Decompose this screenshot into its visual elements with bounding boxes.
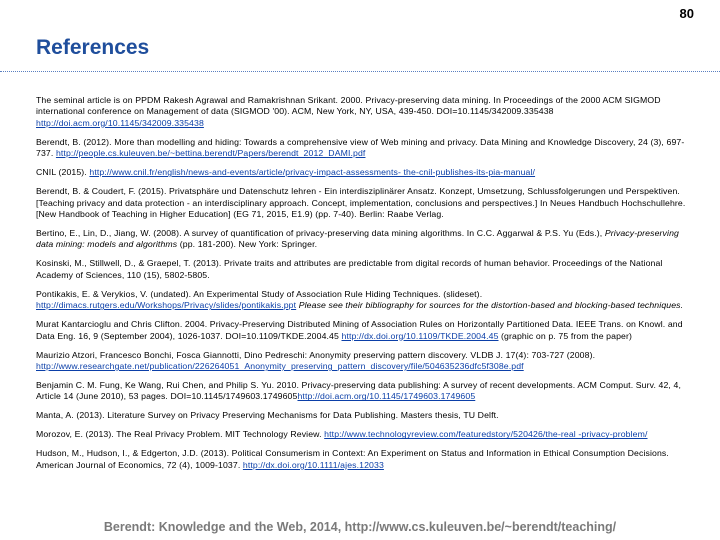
page-title: References [36, 36, 150, 59]
reference-item [36, 448, 696, 471]
reference-link[interactable]: http://dx.doi.org/10.1109/TKDE.2004.45 [341, 330, 499, 341]
reference-item [36, 228, 696, 251]
reference-text-after: (graphic on p. 75 from the paper) [498, 330, 633, 341]
reference-list [36, 95, 696, 479]
slide-footer: Berendt: Knowledge and the Web, 2014, http://www.cs.kuleuven.be/~berendt/teaching/ [103, 520, 617, 534]
reference-italic-text: Privacy-preserving data mining: models and algorithms [36, 228, 679, 250]
reference-text: The seminal article is on PPDM Rakesh Agrawal and Ramakrishnan Srikant. 2000. Privacy-preserving data mining. In Proceedings of the 2000 ACM SIGMOD international conference on Management of data (SIGMOD '00). ACM, New York, NY, USA, 439-450. DOI=10.1145/342009.335438 [36, 95, 661, 117]
reference-text: Bertino, E., Lin, D., Jiang, W. (2008). A survey of quantification of privacy-preserving data mining algorithms. In C.C. Aggarwal & P.S. Yu (Eds.), [36, 228, 605, 239]
reference-text: Pontikakis, E. & Verykios, V. (undated). An Experimental Study of Association Rule Hiding Techniques. (slideset). [36, 288, 483, 299]
reference-text: CNIL (2015). [36, 167, 90, 178]
reference-text: Kosinski, M., Stillwell, D., & Graepel, T. (2013). Private traits and attributes are predictable from digital records of human behavior. Proceedings of the National Academy of Sciences, 110 (15), 5802-5805. [36, 258, 663, 280]
page-number: 80 [679, 6, 694, 21]
reference-item [36, 289, 696, 312]
reference-item [36, 429, 696, 440]
reference-text: Benjamin C. M. Fung, Ke Wang, Rui Chen, and Philip S. Yu. 2010. Privacy-preserving data publishing: A survey of recent developments. ACM Comput. Surv. 42, 4, Article 14 (June 2010), 53 pages. DOI=10.1145/1749603.1749605 [36, 380, 681, 402]
reference-item [36, 167, 696, 178]
reference-item [36, 319, 696, 342]
reference-text: Manta, A. (2013). Literature Survey on Privacy Preserving Mechanisms for Data Publishing. Masters thesis, TU Delft. [36, 410, 499, 421]
reference-item [36, 350, 696, 373]
reference-text: Morozov, E. (2013). The Real Privacy Problem. MIT Technology Review. [36, 429, 325, 440]
title-divider [0, 71, 720, 72]
reference-link[interactable]: http://people.cs.kuleuven.be/~bettina.berendt/Papers/berendt_2012_DAMI.pdf [55, 148, 366, 159]
reference-item [36, 258, 696, 281]
reference-item [36, 186, 696, 220]
reference-link[interactable]: http://www.technologyreview.com/featuredstory/520426/the-real -privacy-problem/ [324, 429, 648, 440]
reference-link[interactable]: http://www.cnil.fr/english/news-and-events/article/privacy-impact-assessments- the-cnil-publishes-its-pia-manual/ [89, 167, 536, 178]
reference-link[interactable]: http://doi.acm.org/10.1145/342009.335438 [36, 117, 204, 128]
reference-item [36, 380, 696, 403]
reference-link[interactable]: http://dx.doi.org/10.1111/ajes.12033 [242, 459, 384, 470]
reference-text: Hudson, M., Hudson, I., & Edgerton, J.D. (2013). Political Consumerism in Context: An Experiment on Status and Information in Ethical Consumption Decisions. American Journal of Economics, 72 (4), 1009-1037. [36, 448, 669, 470]
reference-text: Berendt, B. (2012). More than modelling and hiding: Towards a comprehensive view of Web mining and privacy. Data Mining and Knowledge Discovery, 24 (3), 697-737. [36, 136, 685, 159]
reference-text: Berendt, B. & Coudert, F. (2015). Privatsphäre und Datenschutz lehren - Ein interdisziplinärer Ansatz. Konzept, Umsetzung, Schlussfolgerungen und Perspektiven. [Teaching privacy and data protection - an interdisciplinary approach. Concept, implementation, conclusions and perspectives.] In Neues Handbuch Hochschullehre. [New Handbook of Teaching in Higher Education] (EG 71, 2015, E1.9) (pp. 7-40). Berlin: Raabe Verlag. [36, 186, 686, 220]
reference-link[interactable]: http://doi.acm.org/10.1145/1749603.1749605 [297, 391, 476, 402]
reference-text: Maurizio Atzori, Francesco Bonchi, Fosca Giannotti, Dino Pedreschi: Anonymity preserving pattern discovery. VLDB J. 17(4): 703-727 (2008). [36, 349, 596, 360]
reference-item [36, 95, 696, 129]
reference-italic-text: Please see their bibliography for sources for the distortion-based and blocking-based techniques. [296, 300, 684, 311]
reference-text-after: (pp. 181-200). New York: Springer. [177, 239, 318, 250]
reference-link[interactable]: http://www.researchgate.net/publication/226264051_Anonymity_preserving_pattern_discovery/file/504635236dfc5f308e.pdf [36, 361, 524, 372]
reference-link[interactable]: http://dimacs.rutgers.edu/Workshops/Privacy/slides/pontikakis.ppt [36, 300, 297, 311]
reference-item [36, 137, 696, 160]
reference-item [36, 410, 696, 421]
reference-text: Murat Kantarcioglu and Chris Clifton. 2004. Privacy-Preserving Distributed Mining of Association Rules on Horizontally Partitioned Data. IEEE Trans. on Knowl. and Data Eng. 16, 9 (September 2004), 1026-1037. DOI=10.1109/TKDE.2004.45 [36, 319, 683, 341]
